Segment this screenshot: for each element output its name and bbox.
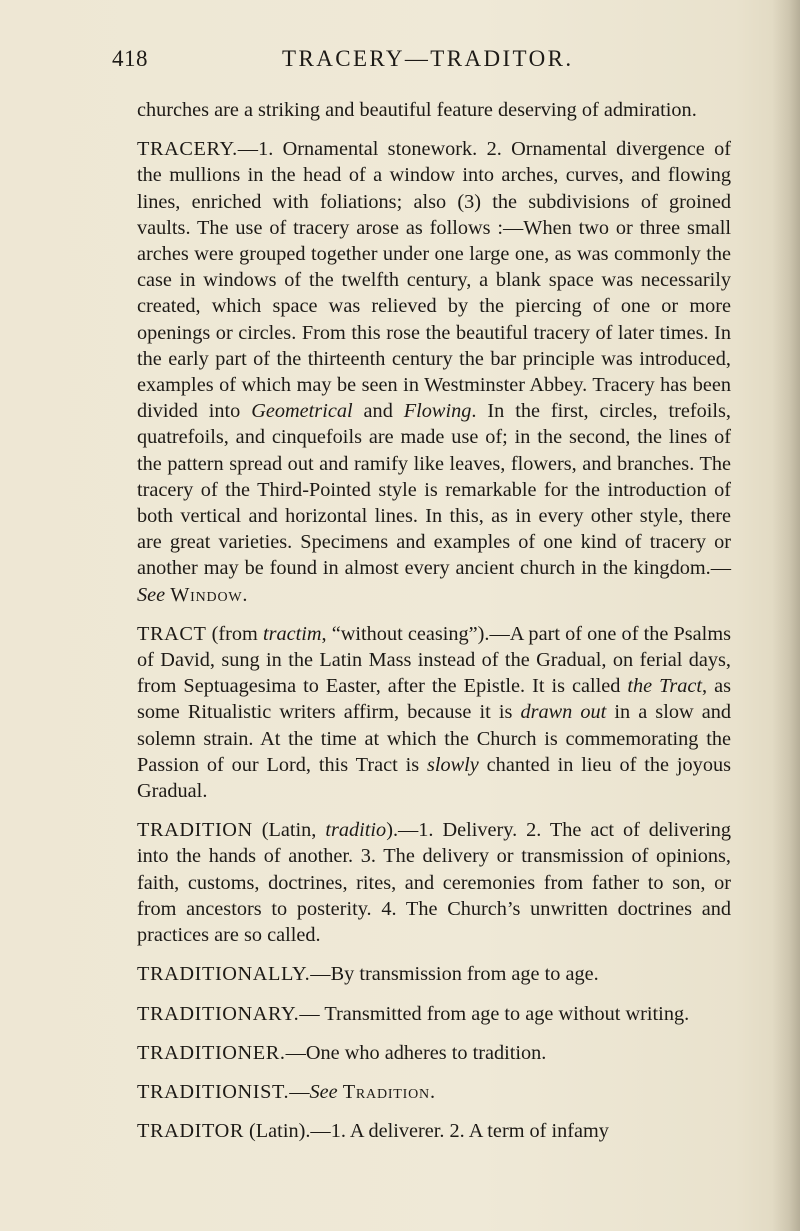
- running-head: TRACERY—TRADITOR.: [282, 46, 574, 71]
- dictionary-entry: [137, 1118, 731, 1144]
- entry-headword: TRADITIONER.: [137, 1041, 286, 1064]
- italic-text: traditio: [325, 819, 387, 842]
- entry-text: , “without ceasing”).—A part of one of the Psalms of David, sung in the Latin Mass instead of the Gradual, on ferial days, from Septuagesima to Easter, after the Epistle. It is called: [137, 622, 731, 698]
- italic-text: See: [309, 1080, 338, 1103]
- entry-text: —: [289, 1080, 310, 1103]
- entry-text: . In the first, circles, trefoils, quatrefoils, and cinquefoils are made use of; in the second, the lines of the pattern spread out and ramify like leaves, flowers, and branches. The tracery of the Third-Pointed style is remarkable for the introduction of both vertical and horizontal lines. In this, as in every other style, there are great varieties. Specimens and examples of one kind of tracery or another may be found in almost every ancient church in the kingdom.—: [137, 400, 731, 580]
- entry-text: in a slow and solemn strain. At the time at which the Church is commemorating the Passion of our Lord, this Tract is: [137, 701, 731, 776]
- page-edge-shadow: [772, 0, 800, 1231]
- italic-text: drawn out: [520, 701, 607, 724]
- dictionary-entry: [137, 1001, 731, 1027]
- italic-text: the Tract: [627, 675, 703, 698]
- entry-text: —1. Ornamental stonework. 2. Ornamental divergence of the mullions in the head of a window into arches, curves, and flowing lines, enriched with foliations; also (3) the subdivisions of groined vaults. The use of tracery arose as follows :—When two or three small arches were grouped together under one large one, as was commonly the case in windows of the twelfth century, a blank space was necessarily created, which space was relieved by the piercing of one or more openings or circles. From this rose the beautiful tracery of later times. In the early part of the thirteenth century the bar principle was introduced, examples of which may be seen in Westminster Abbey. Tracery has been divided into: [137, 138, 731, 423]
- entry-text: ).—1. Delivery. 2. The act of delivering into the hands of another. 3. The delivery or transmission of opinions, faith, customs, doctrines, rites, and ceremonies from father to son, or from ancestors to posterity. 4. The Church’s unwritten doctrines and practices are so called.: [137, 819, 732, 947]
- entry-text: — Transmitted from age to age without writing.: [299, 1002, 690, 1025]
- entry-headword: TRACT: [137, 622, 207, 645]
- entry-text: —By transmission from age to age.: [310, 963, 599, 986]
- entry-headword: TRACERY.: [137, 138, 238, 161]
- entry-headword: TRADITIONIST.: [137, 1080, 290, 1103]
- entry-headword: TRADITOR: [137, 1120, 244, 1143]
- entry-text: .: [429, 1080, 436, 1103]
- entry-text: .: [242, 583, 248, 606]
- entry-headword: TRADITIONARY.: [137, 1002, 300, 1025]
- dictionary-entry: [137, 136, 731, 608]
- entry-text: and: [352, 400, 404, 423]
- cross-reference: Tradition: [342, 1080, 430, 1103]
- page-header: [112, 46, 752, 82]
- dictionary-entry: [137, 1079, 731, 1105]
- cross-reference: Window: [170, 583, 243, 606]
- entry-text: (Latin,: [252, 819, 326, 842]
- italic-text: slowly: [426, 753, 479, 776]
- entry-text: , as some Ritualistic writers affirm, because it is: [137, 675, 731, 724]
- italic-text: Flowing: [403, 400, 472, 423]
- dictionary-entry: [137, 817, 731, 948]
- dictionary-entry: [137, 961, 731, 987]
- dictionary-entry: [137, 1040, 731, 1066]
- italic-text: Geometrical: [251, 400, 353, 423]
- entry-text: churches are a striking and beautiful feature deserving of admiration.: [137, 99, 697, 121]
- continued-paragraph: [137, 97, 731, 123]
- italic-text: See: [137, 583, 166, 606]
- entry-text: (from: [206, 622, 263, 645]
- italic-text: tractim: [262, 622, 322, 645]
- entry-headword: TRADITIONALLY.: [137, 963, 311, 986]
- entry-headword: TRADITION: [137, 819, 253, 842]
- dictionary-entry: [137, 621, 731, 804]
- page-number: 418: [112, 46, 148, 71]
- entry-text: (Latin).—1. A deliverer. 2. A term of infamy: [243, 1120, 609, 1143]
- page-body: [137, 97, 731, 1144]
- entry-text: —One who adheres to tradition.: [285, 1041, 547, 1064]
- entry-text: chanted in lieu of the joyous Gradual.: [137, 753, 731, 803]
